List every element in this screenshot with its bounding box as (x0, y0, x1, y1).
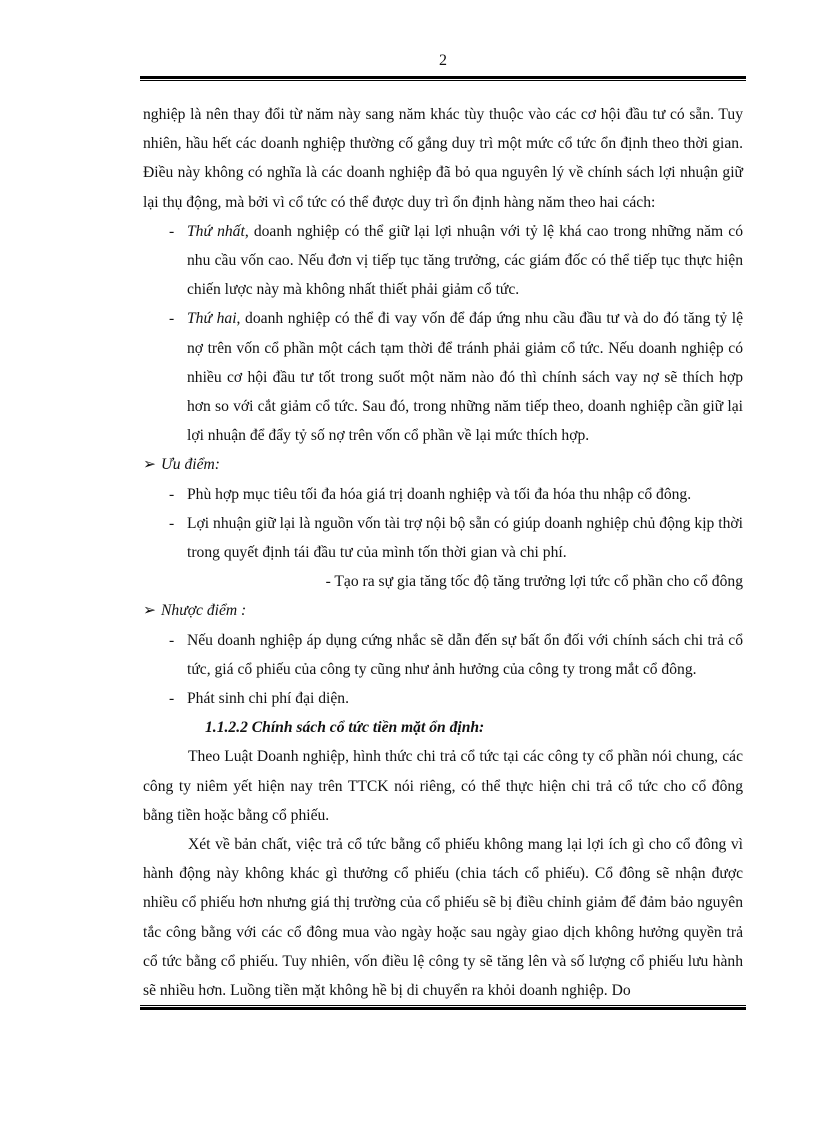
method-lead: Thứ hai (187, 310, 237, 328)
dash-bullet: - (169, 514, 175, 532)
method-body: , doanh nghiệp có thể đi vay vốn để đáp ứng nhu cầu đầu tư và do đó tăng tỷ lệ nợ trên vốn cổ phần một cách tạm thời để tránh phải giảm cổ tức. Nếu doanh nghiệp có nhiều cơ hội đầu tư tốt trong suốt một năm nào đó thì chính sách vay nợ sẽ thích hợp hơn so với cắt giảm cổ tức. Sau đó, trong những năm tiếp theo, doanh nghiệp cần giữ lại lợi nhuận để đẩy tỷ số nợ trên vốn cổ phần về lại mức thích hợp. (187, 310, 743, 445)
section-paragraph: Xét về bản chất, việc trả cổ tức bằng cổ phiếu không mang lại lợi ích gì cho cổ đông vì hành động này không khác gì thưởng cổ phiếu (chia tách cổ phiếu). Cổ đông sẽ nhận được nhiều cổ phiếu hơn nhưng giá thị trường của cổ phiếu sẽ bị điều chỉnh giảm để đảm bảo nguyên tắc công bằng với các cổ đông mua vào ngày hoặc sau ngày giao dịch không hưởng quyền trả cổ tức bằng cổ phiếu. Tuy nhiên, vốn điều lệ công ty sẽ tăng lên và số lượng cổ phiếu lưu hành sẽ nhiều hơn. Luồng tiền mặt không hề bị di chuyển ra khỏi doanh nghiệp. Do (143, 836, 743, 1000)
advantage-text (187, 509, 743, 597)
section-paragraph: Theo Luật Doanh nghiệp, hình thức chi trả cổ tức tại các công ty cổ phần nói chung, các công ty niêm yết hiện nay trên TTCK nói riêng, có thể thực hiện chi trả cổ tức cho cổ đông bằng tiền hoặc bằng cổ phiếu. (143, 748, 743, 824)
page-number: 2 (439, 52, 447, 69)
method-item-2 (143, 304, 743, 450)
footer-rule (140, 1005, 746, 1010)
advantage-item (143, 480, 743, 509)
disadvantage-text: Nếu doanh nghiệp áp dụng cứng nhắc sẽ dẫn đến sự bất ổn đối với chính sách chi trả cổ tức, giá cổ phiếu của công ty cũng như ảnh hưởng của công ty trong mắt cổ đông. (187, 631, 743, 678)
dash-bullet: - (169, 485, 175, 503)
arrow-bullet-icon: ➢ (143, 602, 157, 620)
section-heading: 1.1.2.2 Chính sách cổ tức tiền mặt ổn định: (205, 719, 485, 737)
document-body (143, 100, 743, 1005)
intro-paragraph: nghiệp là nên thay đổi từ năm này sang năm khác tùy thuộc vào các cơ hội đầu tư có sẵn. Tuy nhiên, hầu hết các doanh nghiệp thường cố gắng duy trì một mức cổ tức ổn định theo thời gian. Điều này không có nghĩa là các doanh nghiệp đã bỏ qua nguyên lý về chính sách lợi nhuận giữ lại thụ động, mà bởi vì cổ tức có thể được duy trì ổn định hàng năm theo hai cách: (143, 106, 743, 211)
dash-bullet: - (169, 631, 175, 649)
advantage-extra-line: - Tạo ra sự gia tăng tốc độ tăng trưởng lợi tức cổ phần cho cổ đông (325, 573, 743, 591)
method-text (187, 304, 743, 450)
header-rule (140, 76, 746, 81)
disadvantage-item (143, 626, 743, 684)
dash-bullet: - (169, 222, 175, 240)
disadvantages-heading-text: Nhược điểm : (161, 602, 247, 620)
dash-bullet: - (169, 310, 175, 328)
method-body: , doanh nghiệp có thể giữ lại lợi nhuận với tỷ lệ khá cao trong những năm có nhu cầu vốn cao. Nếu đơn vị tiếp tục tăng trưởng, các giám đốc có thể tiếp tục thực hiện chiến lược này mà không nhất thiết phải giảm cổ tức. (187, 222, 743, 299)
advantages-heading-text: Ưu điểm: (161, 456, 220, 474)
arrow-bullet-icon: ➢ (143, 456, 157, 474)
advantage-text: Phù hợp mục tiêu tối đa hóa giá trị doanh nghiệp và tối đa hóa thu nhập cổ đông. (187, 485, 692, 503)
advantage-item (143, 509, 743, 597)
advantage-text-body: Lợi nhuận giữ lại là nguồn vốn tài trợ nội bộ sẵn có giúp doanh nghiệp chủ động kịp thời trong quyết định tái đầu tư của mình tốn thời gian và chi phí. (187, 514, 743, 562)
method-text (187, 217, 743, 305)
method-item-1 (143, 217, 743, 305)
disadvantages-heading (143, 596, 743, 625)
dash-bullet: - (169, 690, 175, 708)
method-lead: Thứ nhất (187, 222, 245, 240)
disadvantage-text: Phát sinh chi phí đại diện. (187, 690, 349, 708)
advantages-heading (143, 450, 743, 479)
disadvantage-item (143, 684, 743, 713)
